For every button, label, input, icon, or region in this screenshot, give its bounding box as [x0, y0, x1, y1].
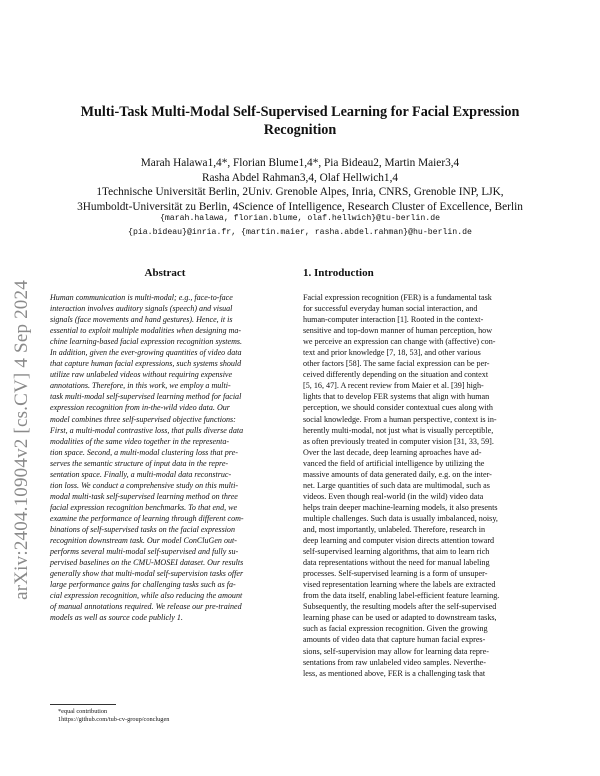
- introduction-line: and, most importantly, unlabeled. Therefore, research in: [303, 524, 486, 534]
- abstract-line: essential to exploit multiple modalities when designing ma-: [50, 326, 242, 336]
- author-line: Rasha Abdel Rahman3,4, Olaf Hellwich1,4: [201, 171, 399, 184]
- abstract-text: [50, 292, 280, 623]
- introduction-line: social knowledge. From a human perspective, context is in-: [303, 414, 497, 424]
- arxiv-identifier-stamp: [4, 230, 40, 650]
- footnote-equal-contribution: *equal contribution: [58, 708, 108, 715]
- title-line: Recognition: [263, 122, 337, 138]
- introduction-line: text and prior knowledge [7, 18, 53], and other various: [303, 348, 481, 358]
- email-line: {marah.halawa, florian.blume, olaf.hellwich}@tu-berlin.de: [159, 214, 441, 223]
- abstract-line: In addition, given the ever-growing quantities of video data: [50, 348, 242, 358]
- abstract-line: large performance gains for challenging tasks such as fa-: [50, 580, 236, 590]
- introduction-line: helps train deeper machine-learning models, it also presents: [303, 502, 498, 512]
- introduction-line: human-computer interaction [1]. Rooted in the context-: [303, 315, 484, 325]
- abstract-line: generally show that multi-modal self-supervision tasks offer: [50, 569, 244, 579]
- abstract-line: interaction involves auditory signals (speech) and visual: [50, 304, 233, 314]
- abstract-line: Human communication is multi-modal; e.g., face-to-face: [50, 293, 233, 302]
- introduction-line: net. Large quantities of such data are multimodal, such as: [303, 480, 490, 490]
- abstract-line: modal multi-task self-supervised learning method on three: [50, 491, 238, 501]
- introduction-line: vised representation learning where the labels are extracted: [303, 580, 496, 590]
- introduction-line: data representations without the need for manual labeling: [303, 558, 490, 568]
- introduction-line: multiple challenges. Such data is usually imbalanced, noisy,: [303, 513, 498, 523]
- abstract-line: task multi-modal self-supervised learning method for facial: [50, 392, 242, 402]
- abstract-line: facial expression recognition benchmarks. To that end, we: [50, 502, 238, 512]
- abstract-line: serves the semantic structure of input data in the repre-: [50, 458, 229, 468]
- introduction-line: other factors [58]. The same facial expression can be per-: [303, 359, 490, 369]
- abstract-line: of manual annotations required. We release our pre-trained: [50, 602, 242, 612]
- introduction-line: self-supervised learning algorithms, that aim to learn rich: [303, 547, 490, 557]
- abstract-line: First, a multi-modal contrastive loss, that pulls diverse data: [50, 425, 244, 435]
- introduction-line: massive amounts of data generated daily, e.g. on the inter-: [303, 469, 492, 479]
- introduction-line: from the data itself, enabling label-efficient feature learning.: [303, 591, 500, 601]
- introduction-line: Subsequently, the resulting models after the self-supervised: [303, 602, 497, 612]
- introduction-line: videos. Even though real-world (in the wild) video data: [303, 491, 484, 501]
- introduction-line: we perceive an expression can change with (affective) con-: [303, 337, 496, 347]
- footnote-divider: [50, 704, 116, 705]
- abstract-line: recognition downstream task. Our model ConCluGen out-: [50, 536, 237, 546]
- introduction-line: sensitive and top-down manner of human perception, how: [303, 326, 493, 336]
- introduction-line: vanced the field of artificial intelligence by utilizing the: [303, 458, 485, 468]
- introduction-line: processes. Self-supervised learning is a form of unsuper-: [303, 569, 488, 579]
- introduction-line: for successful everyday human social interaction, and: [303, 304, 478, 314]
- abstract-line: models as well as source code publicly 1.: [50, 613, 183, 623]
- introduction-line: lights that to develop FER systems that align with human: [303, 392, 490, 402]
- introduction-line: ceived differently depending on the situation and context: [303, 370, 489, 380]
- footnotes: [58, 708, 288, 724]
- abstract-heading: Abstract: [144, 267, 186, 279]
- introduction-line: perception, we should consider contextual cues along with: [303, 403, 493, 413]
- affiliation-line: 1Technische Universität Berlin, 2Univ. Grenoble Alpes, Inria, CNRS, Grenoble INP, LJK,: [96, 186, 504, 198]
- abstract-line: pervised baselines on the CMU-MOSEI dataset. Our results: [50, 558, 244, 568]
- introduction-line: less, as mentioned above, FER is a challenging task that: [303, 668, 486, 678]
- abstract-line: annotations. Therefore, in this work, we employ a multi-: [50, 381, 231, 391]
- email-block: [60, 212, 540, 239]
- abstract-line: signals (face movements and hand gestures). Hence, it is: [50, 315, 233, 325]
- introduction-heading: 1. Introduction: [303, 267, 374, 279]
- email-line: {pia.bideau}@inria.fr, {martin.maier, rasha.abdel.rahman}@hu-berlin.de: [128, 227, 472, 237]
- introduction-line: sentations from raw unlabeled video samples. Neverthe-: [303, 657, 486, 667]
- author-line: Marah Halawa1,4*, Florian Blume1,4*, Pia Bideau2, Martin Maier3,4: [140, 157, 460, 169]
- abstract-line: modalities of the same video together in the representa-: [50, 436, 230, 446]
- abstract-line: examine the performance of learning through different com-: [50, 513, 244, 523]
- abstract-line: binations of self-supervised tasks on the facial expression: [50, 524, 235, 534]
- introduction-line: amounts of video data that capture human facial expres-: [303, 635, 486, 645]
- paper-title: [60, 103, 540, 139]
- affiliation-line: 3Humboldt-Universität zu Berlin, 4Science of Intelligence, Research Cluster of Excellence, Berlin: [77, 200, 523, 213]
- introduction-line: Facial expression recognition (FER) is a fundamental task: [303, 293, 492, 302]
- abstract-line: cial expression recognition, while also reducing the amount: [50, 591, 243, 601]
- introduction-line: sions, self-supervision may allow for learning data repre-: [303, 646, 489, 656]
- introduction-line: such as facial expression recognition. Given the growing: [303, 624, 488, 634]
- author-block: [60, 156, 540, 214]
- abstract-line: that capture human facial expressions, such systems should: [50, 359, 242, 369]
- title-line: Multi-Task Multi-Modal Self-Supervised Learning for Facial Expression: [80, 104, 520, 120]
- footnote-code-url[interactable]: 1https://github.com/tub-cv-group/conclugen: [58, 716, 170, 723]
- abstract-line: expression recognition from in-the-wild video data. Our: [50, 403, 230, 413]
- abstract-line: tion loss. We conduct a comprehensive study on this multi-: [50, 480, 239, 490]
- introduction-line: herently multi-modal, not just what is visually perceptible,: [303, 425, 494, 435]
- introduction-line: deep learning and computer vision directs attention toward: [303, 536, 495, 546]
- introduction-line: [5, 16, 47]. A recent review from Maier et al. [39] high-: [303, 381, 484, 391]
- abstract-line: model combines three self-supervised objective functions:: [50, 414, 236, 424]
- abstract-line: tion space. Second, a multi-modal clustering loss that pre-: [50, 447, 238, 457]
- abstract-line: sentation space. Finally, a multi-modal data reconstruc-: [50, 469, 232, 479]
- introduction-text: [303, 292, 551, 679]
- introduction-line: learning phase can be used or adapted to downstream tasks,: [303, 613, 497, 623]
- introduction-line: Over the last decade, deep learning aproaches have ad-: [303, 447, 482, 457]
- abstract-line: chine learning-based facial expression recognition systems.: [50, 337, 243, 347]
- arxiv-identifier: arXiv:2404.10904v2 [cs.CV] 4 Sep 2024: [11, 280, 33, 600]
- introduction-line: as often previously treated in computer vision [31, 33, 59].: [303, 436, 494, 446]
- abstract-line: performs several multi-modal self-supervised and fully su-: [50, 547, 239, 557]
- abstract-line: utilize raw unlabeled videos without requiring expensive: [50, 370, 233, 380]
